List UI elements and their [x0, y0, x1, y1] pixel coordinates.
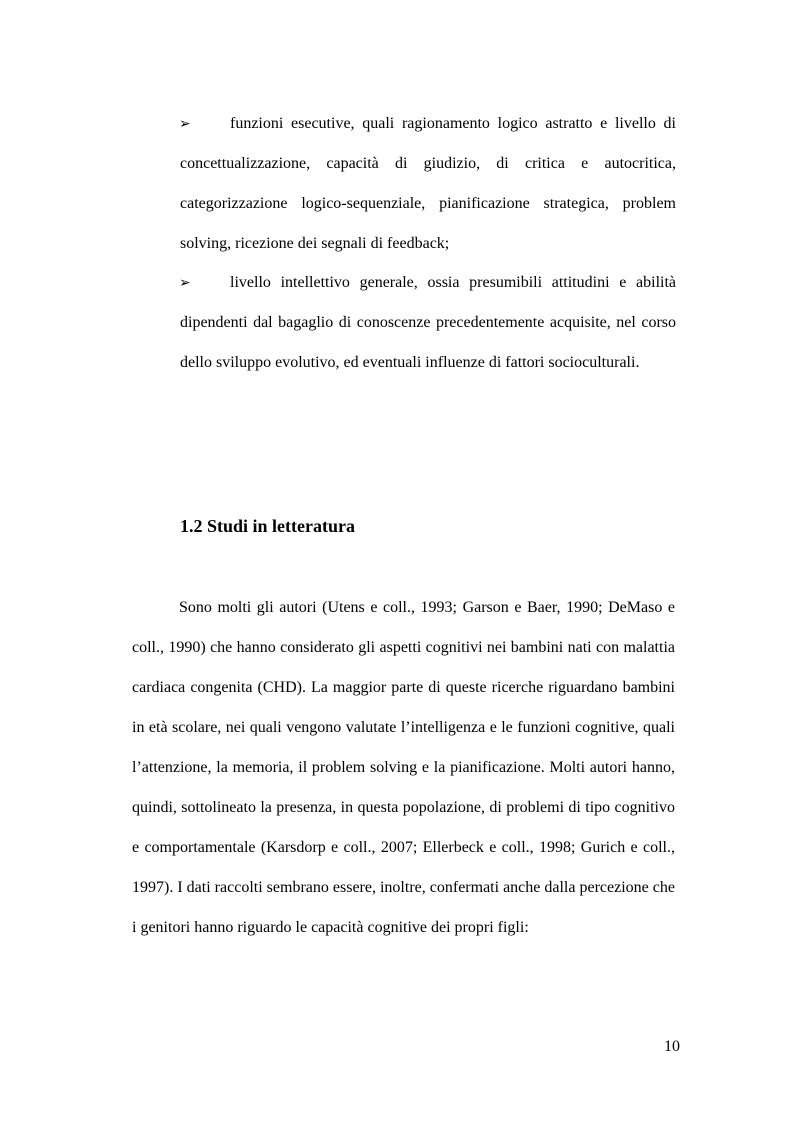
body-paragraph: Sono molti gli autori (Utens e coll., 1993; Garson e Baer, 1990; DeMaso e coll., 1990) che hanno considerato gli aspetti cognitivi nei bambini nati con malattia cardiaca congenita (CHD). La maggior parte di queste ricerche riguardano bambini in età scolare, nei quali vengono valutate l’intelligenza e le funzioni cognitive, quali l’attenzione, la memoria, il problem solving e la pianificazione. Molti autori hanno, quindi, sottolineato la presenza, in questa popolazione, di problemi di tipo cognitivo e comportamentale (Karsdorp e coll., 2007; Ellerbeck e coll., 1998; Gurich e coll., 1997). I dati raccolti sembrano essere, inoltre, confermati anche dalla percezione che i genitori hanno riguardo le capacità cognitive dei propri figli:: [132, 599, 675, 936]
bullet-text: livello intellettivo generale, ossia presumibili attitudini e abilità dipendenti dal bagaglio di conoscenze precedentemente acquisite, nel corso dello sviluppo evolutivo, ed eventuali influenze di fattori socioculturali.: [180, 274, 676, 371]
bullet-text: funzioni esecutive, quali ragionamento logico astratto e livello di concettualizzazione, capacità di giudizio, di critica e autocritica, categorizzazione logico-sequenziale, pianificazione strategica, problem solving, ricezione dei segnali di feedback;: [180, 115, 676, 252]
arrow-bullet-icon: ➢: [179, 116, 191, 132]
bullet-item-intellectual-level: [180, 263, 676, 383]
arrow-bullet-icon: ➢: [179, 275, 191, 291]
page-number: 10: [664, 1038, 680, 1055]
bullet-item-executive-functions: [180, 104, 676, 264]
section-heading: 1.2 Studi in letteratura: [180, 516, 355, 536]
